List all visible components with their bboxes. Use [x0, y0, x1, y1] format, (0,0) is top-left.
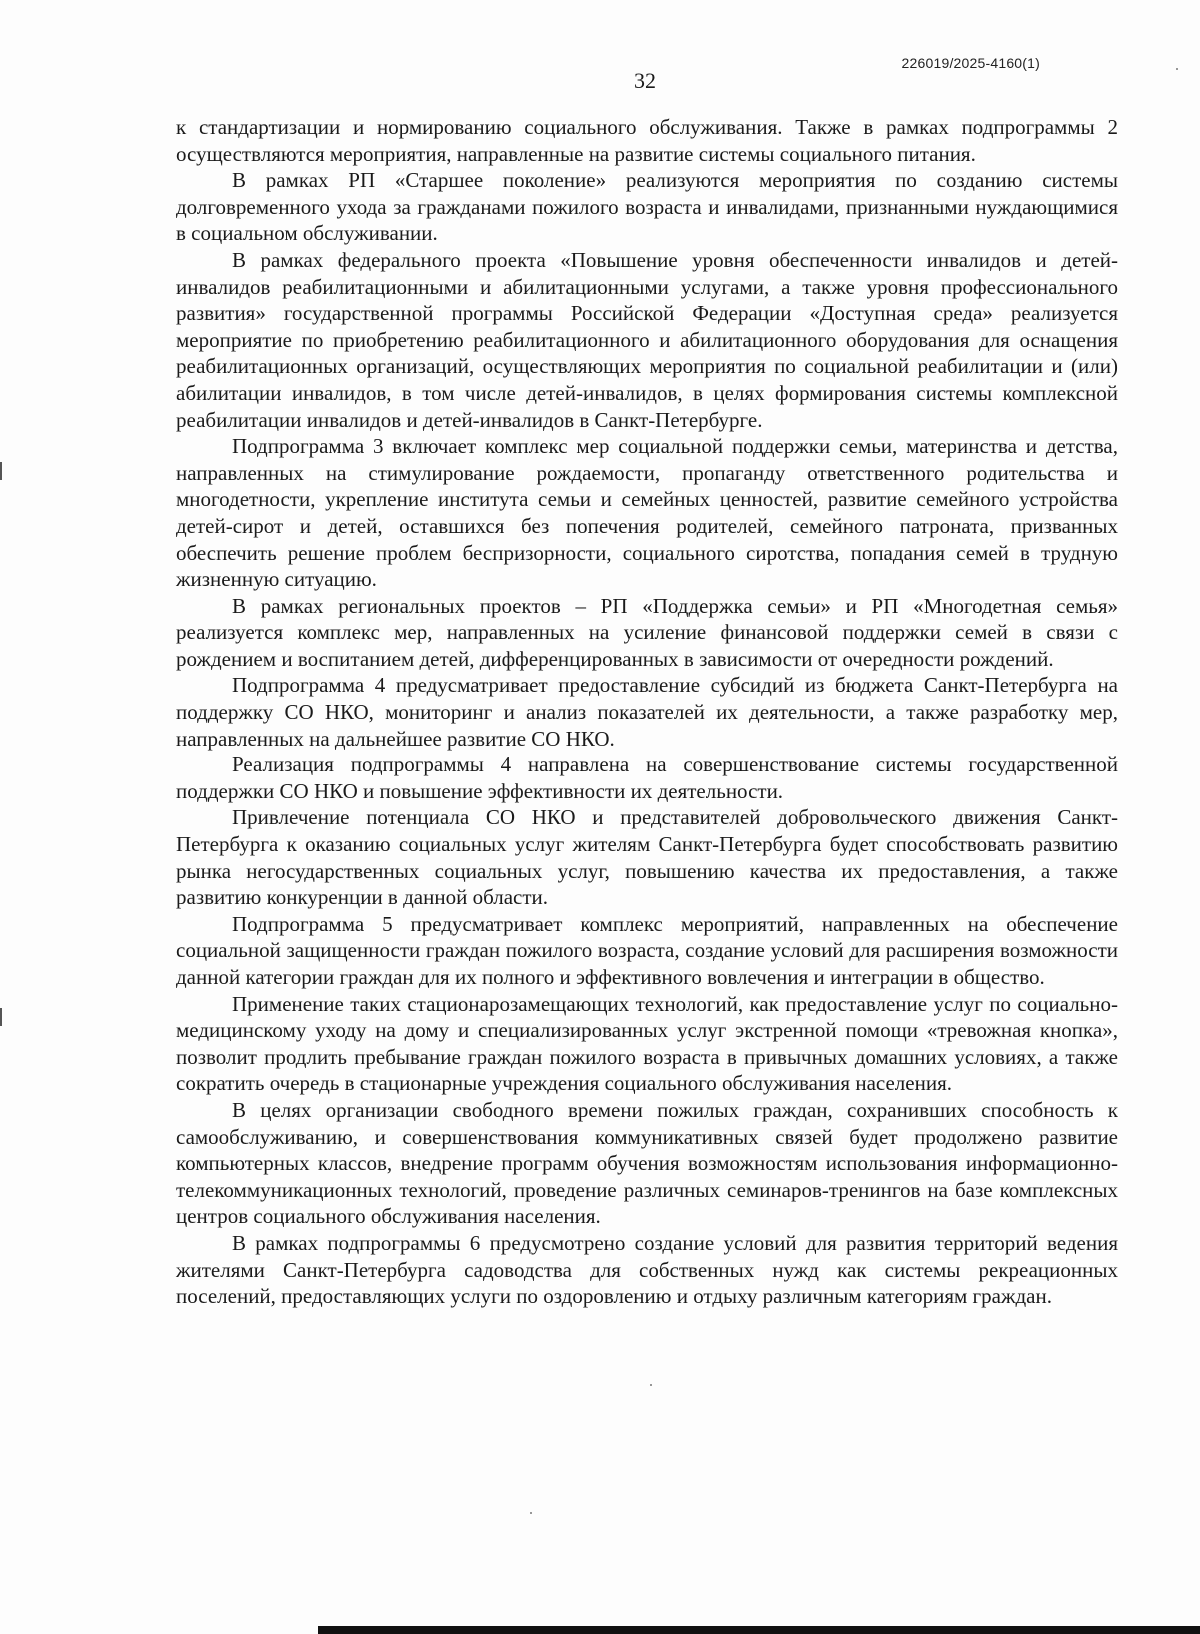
paragraph-subprogram-3: Подпрограмма 3 включает комплекс мер социальной поддержки семьи, материнства и детства, направленных на стимулирование рождаемости, пропаганду ответственного родительства и многодетности, укрепление института семьи и семейных ценностей, развитие семейного устройства детей-сирот и детей, оставшихся без попечения родителей, семейного патроната, призванных обеспечить решение проблем беспризорности, социального сиротства, попадания семей в трудную жизненную ситуацию.	[176, 434, 1118, 592]
scan-speck	[530, 1512, 532, 1514]
document-body	[176, 114, 1118, 1310]
paragraph-free-time: В целях организации свободного времени пожилых граждан, сохранивших способность к самообслуживанию, и совершенствования коммуникативных связей будет продолжено развитие компьютерных классов, внедрение программ обучения возможностям использования информационно-телекоммуникационных технологий, проведение различных семинаров-тренингов на базе комплексных центров социального обслуживания населения.	[176, 1097, 1118, 1229]
scan-speck	[1176, 68, 1178, 70]
paragraph-subprogram-6: В рамках подпрограммы 6 предусмотрено создание условий для развития территорий ведения жителями Санкт-Петербурга садоводства для собственных нужд как системы рекреационных поселений, предоставляющих услуги по оздоровлению и отдыху различным категориям граждан.	[176, 1230, 1118, 1309]
scan-margin-mark	[0, 1008, 2, 1026]
paragraph-subprogram-4: Подпрограмма 4 предусматривает предоставление субсидий из бюджета Санкт-Петербурга на поддержку СО НКО, мониторинг и анализ показателей их деятельности, а также разработку мер, направленных на дальнейшее развитие СО НКО.	[176, 673, 1118, 751]
paragraph-federal-project: В рамках федерального проекта «Повышение уровня обеспеченности инвалидов и детей-инвалидов реабилитационными и абилитационными услугами, а также уровня профессионального развития» государственной программы Российской Федерации «Доступная среда» реализуется мероприятие по приобретению реабилитационного и абилитационного оборудования для оснащения реабилитационных организаций, осуществляющих мероприятия по социальной реабилитации и (или) абилитации инвалидов, в том числе детей-инвалидов, в целях формирования системы комплексной реабилитации инвалидов и детей-инвалидов в Санкт-Петербурге.	[176, 247, 1118, 432]
paragraph-technologies: Применение таких стационарозамещающих технологий, как предоставление услуг по социально-медицинскому уходу на дому и специализированных услуг экстренной помощи «тревожная кнопка», позволит продлить пребывание граждан пожилого возраста в привычных домашних условиях, а также сократить очередь в стационарные учреждения социального обслуживания населения.	[176, 991, 1118, 1096]
paragraph-nko-potential: Привлечение потенциала СО НКО и представителей добровольческого движения Санкт-Петербурга к оказанию социальных услуг жителям Санкт-Петербурга будет способствовать развитию рынка негосударственных социальных услуг, повышению качества их предоставления, а также развитию конкуренции в данной области.	[176, 805, 1118, 910]
paragraph-continuation: к стандартизации и нормированию социального обслуживания. Также в рамках подпрограммы 2 осуществляются мероприятия, направленные на развитие системы социального питания.	[176, 115, 1118, 166]
document-registration-number: 226019/2025-4160(1)	[901, 55, 1040, 71]
scan-margin-mark	[0, 462, 2, 480]
paragraph-subprogram-4-implementation: Реализация подпрограммы 4 направлена на совершенствование системы государственной поддержки СО НКО и повышение эффективности их деятельности.	[176, 752, 1118, 803]
page-number: 32	[634, 68, 656, 93]
paragraph-subprogram-5: Подпрограмма 5 предусматривает комплекс мероприятий, направленных на обеспечение социальной защищенности граждан пожилого возраста, создание условий для расширения возможности данной категории граждан для их полного и эффективного вовлечения и интеграции в общество.	[176, 911, 1118, 989]
paragraph-regional-projects: В рамках региональных проектов – РП «Поддержка семьи» и РП «Многодетная семья» реализуется комплекс мер, направленных на усиление финансовой поддержки семей в связи с рождением и воспитанием детей, дифференцированных в зависимости от очередности рождений.	[176, 593, 1118, 671]
scan-speck	[650, 1384, 652, 1386]
scan-bottom-edge	[318, 1626, 1200, 1634]
paragraph-older-generation: В рамках РП «Старшее поколение» реализуются мероприятия по созданию системы долговременного ухода за гражданами пожилого возраста и инвалидами, признанными нуждающимися в социальном обслуживании.	[176, 168, 1118, 246]
